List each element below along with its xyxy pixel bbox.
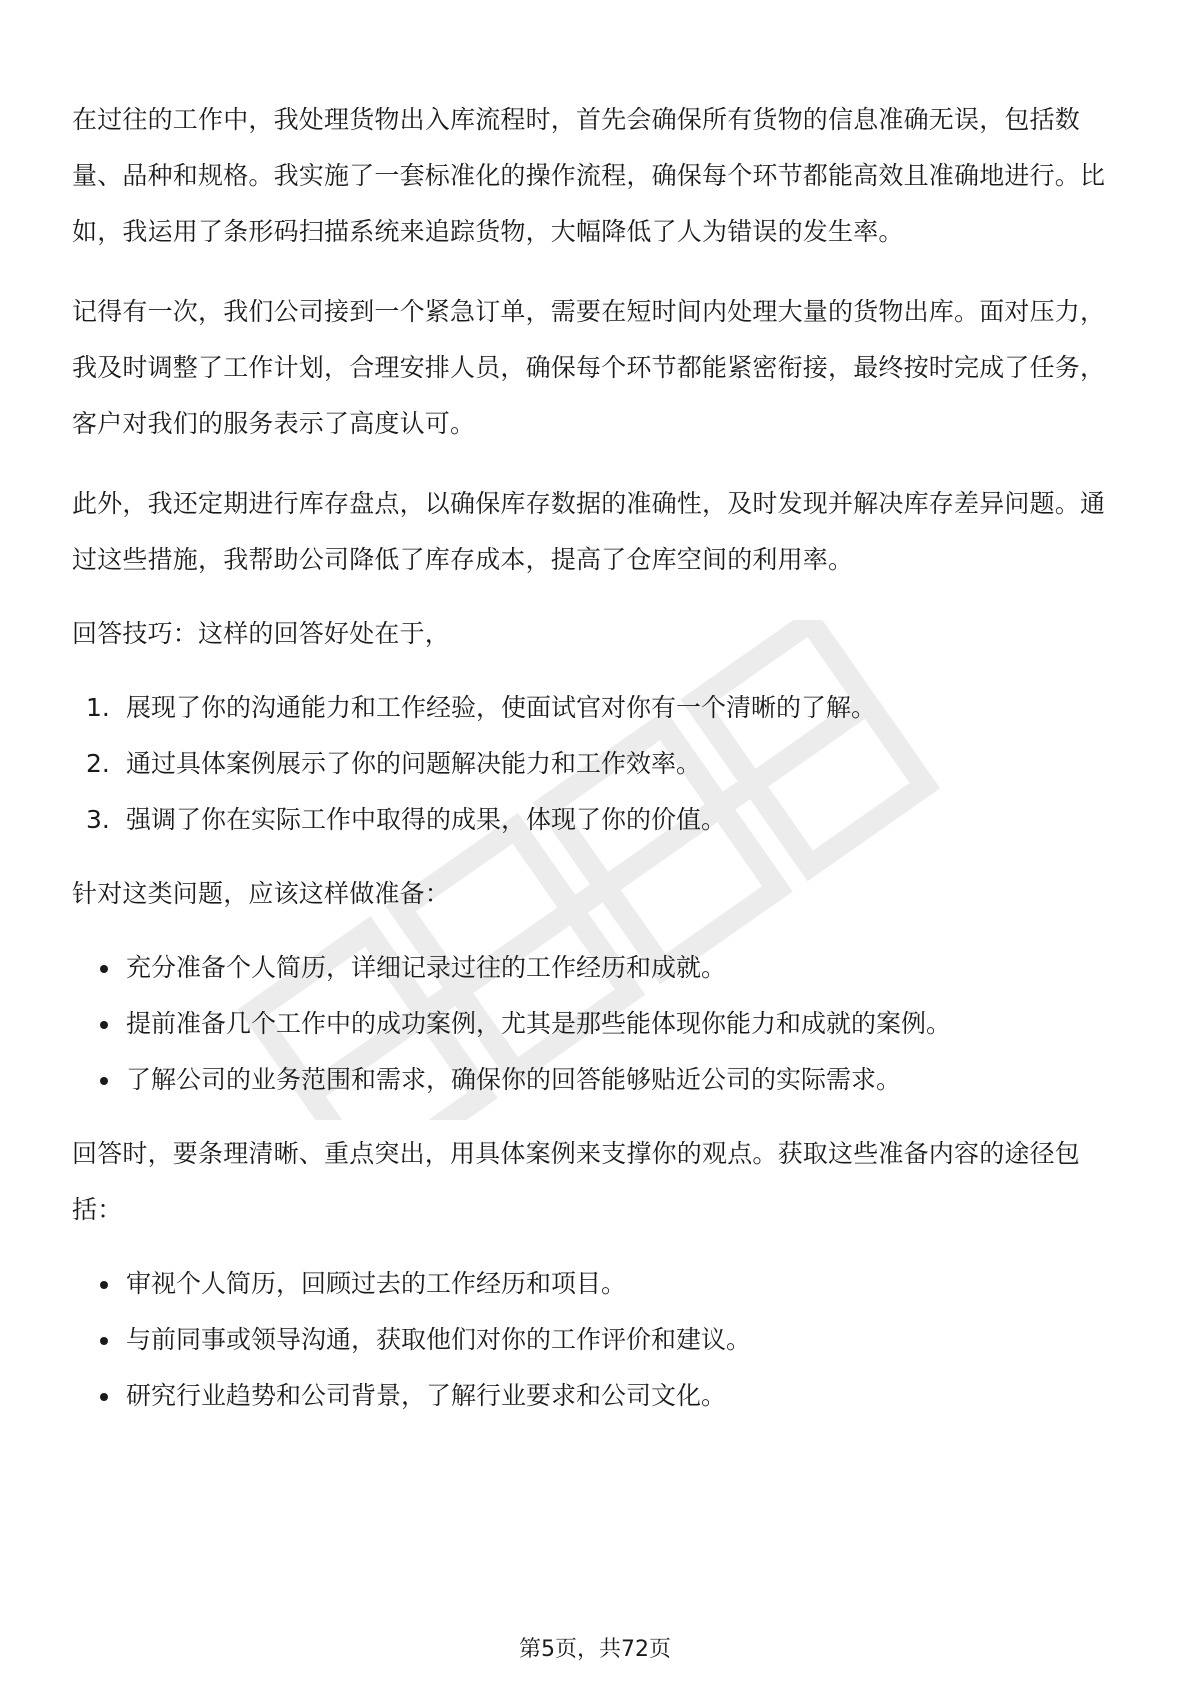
- list-item-text: 审视个人简历，回顾过去的工作经历和项目。: [126, 1269, 627, 1298]
- tips-intro: 回答技巧：这样的回答好处在于，: [72, 619, 451, 648]
- list-item: [72, 792, 1118, 848]
- page-number: 第5页，共72页: [519, 1637, 671, 1662]
- list-number: 1.: [86, 693, 110, 722]
- list-item-text: 提前准备几个工作中的成功案例，尤其是那些能体现你能力和成就的案例。: [126, 1009, 952, 1038]
- document-body: [72, 92, 1118, 1424]
- list-item: [72, 1312, 1118, 1368]
- paragraph-experience: 在过往的工作中，我处理货物出入库流程时，首先会确保所有货物的信息准确无误，包括数量、品种和规格。我实施了一套标准化的操作流程，确保每个环节都能高效且准确地进行。比如，我运用了条形码扫描系统来追踪货物，大幅降低了人为错误的发生率。: [72, 105, 1106, 246]
- list-item: [72, 1368, 1118, 1424]
- paragraph-inventory: 此外，我还定期进行库存盘点，以确保库存数据的准确性，及时发现并解决库存差异问题。通过这些措施，我帮助公司降低了库存成本，提高了仓库空间的利用率。: [72, 489, 1106, 574]
- tips-list: [72, 680, 1118, 848]
- prep-intro: 针对这类问题，应该这样做准备：: [72, 879, 451, 908]
- list-item-text: 研究行业趋势和公司背景，了解行业要求和公司文化。: [126, 1381, 727, 1410]
- list-item-text: 与前同事或领导沟通，获取他们对你的工作评价和建议。: [126, 1325, 752, 1354]
- list-item-text: 充分准备个人简历，详细记录过往的工作经历和成就。: [126, 953, 727, 982]
- list-item: [72, 996, 1118, 1052]
- list-item-text: 展现了你的沟通能力和工作经验，使面试官对你有一个清晰的了解。: [126, 693, 877, 722]
- bullet-dot-icon: [100, 1021, 108, 1029]
- list-item: [72, 1052, 1118, 1108]
- list-item-text: 通过具体案例展示了你的问题解决能力和工作效率。: [126, 749, 702, 778]
- bullet-dot-icon: [100, 1393, 108, 1401]
- bullet-dot-icon: [100, 1077, 108, 1085]
- paragraph-urgent-order: 记得有一次，我们公司接到一个紧急订单，需要在短时间内处理大量的货物出库。面对压力，我及时调整了工作计划，合理安排人员，确保每个环节都能紧密衔接，最终按时完成了任务，客户对我们的服务表示了高度认可。: [72, 297, 1106, 438]
- bullet-dot-icon: [100, 1281, 108, 1289]
- list-item: [72, 940, 1118, 996]
- list-item: [72, 1256, 1118, 1312]
- sources-list: [72, 1256, 1118, 1424]
- answer-intro: 回答时，要条理清晰、重点突出，用具体案例来支撑你的观点。获取这些准备内容的途径包括：: [72, 1139, 1081, 1224]
- prep-list: [72, 940, 1118, 1108]
- list-number: 3.: [86, 805, 110, 834]
- list-item: [72, 736, 1118, 792]
- bullet-dot-icon: [100, 965, 108, 973]
- list-item-text: 了解公司的业务范围和需求，确保你的回答能够贴近公司的实际需求。: [126, 1065, 902, 1094]
- list-item: [72, 680, 1118, 736]
- list-number: 2.: [86, 749, 110, 778]
- bullet-dot-icon: [100, 1337, 108, 1345]
- list-item-text: 强调了你在实际工作中取得的成果，体现了你的价值。: [126, 805, 727, 834]
